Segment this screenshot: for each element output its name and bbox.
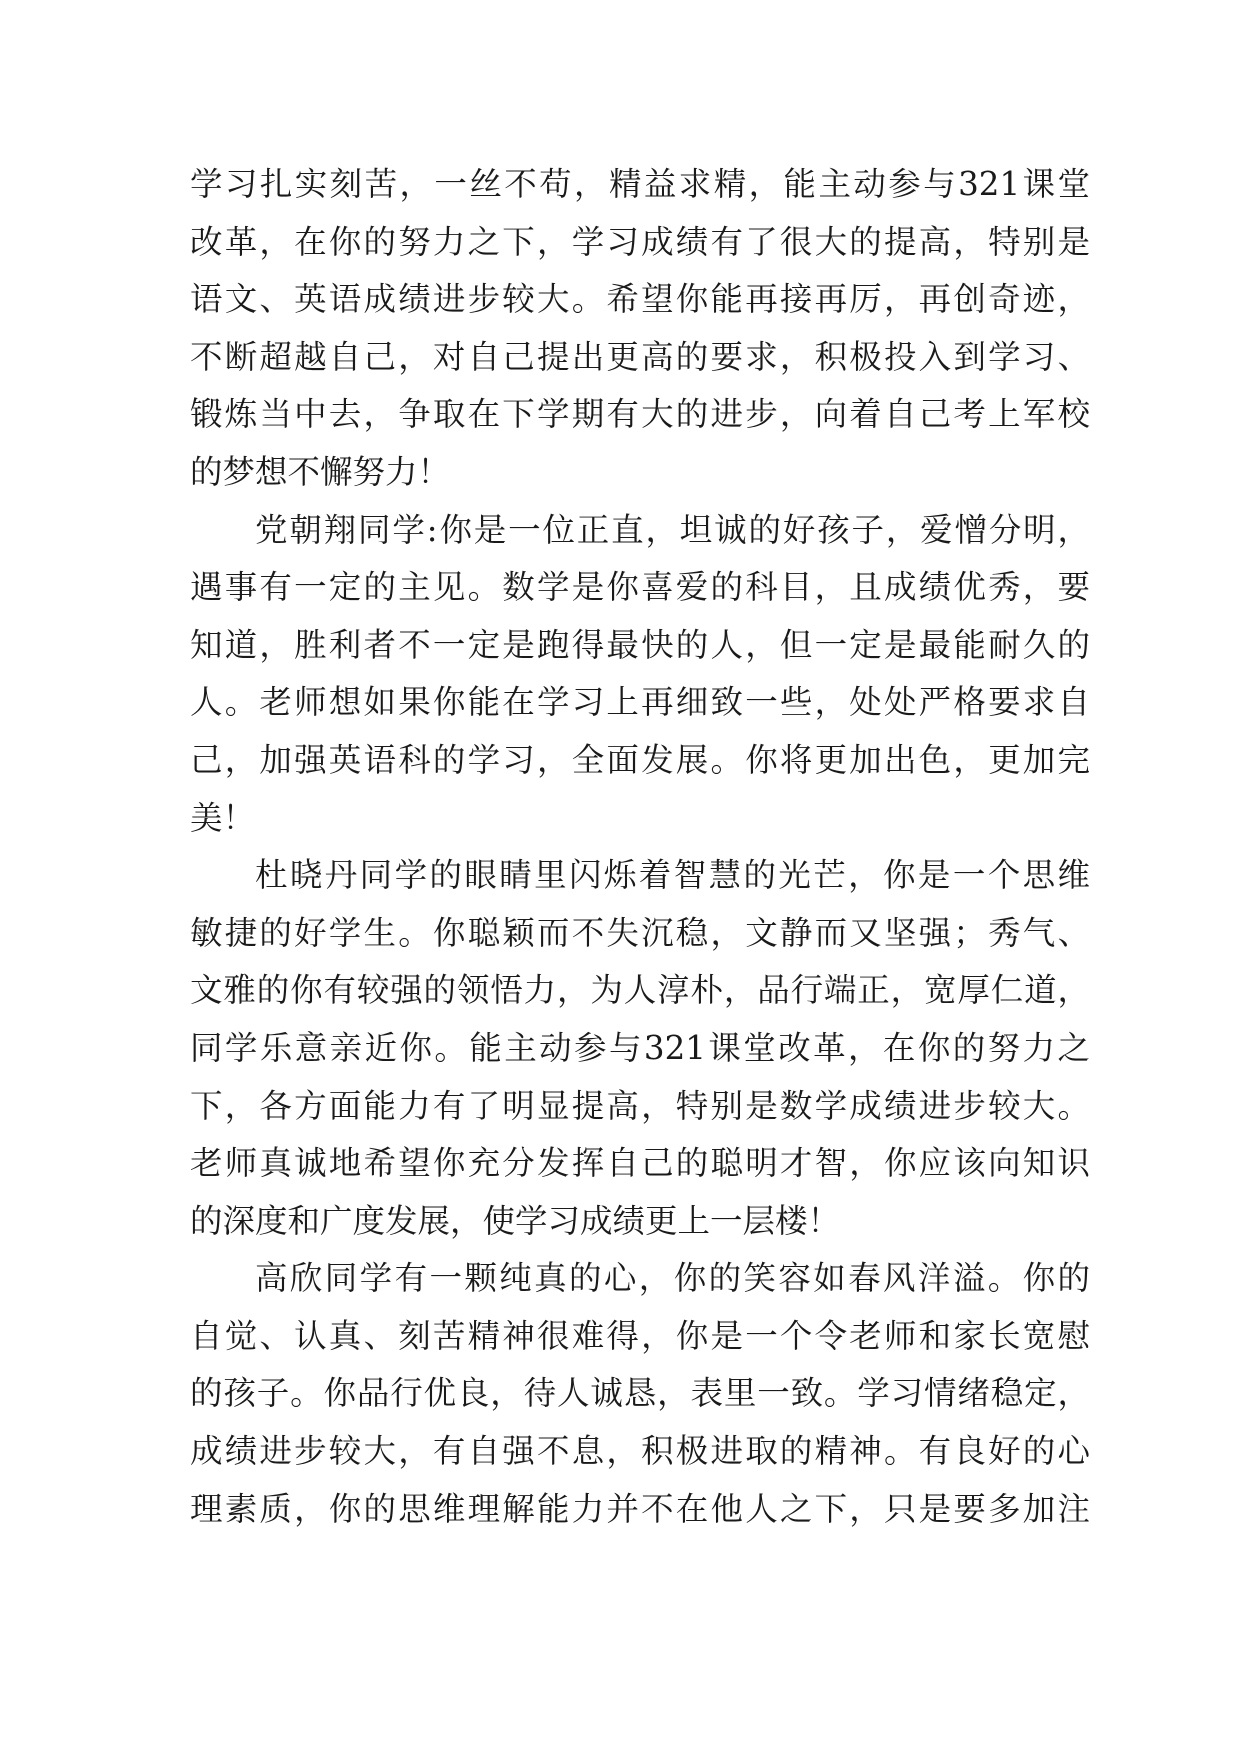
text-line: 的孩子。你品行优良，待人诚恳，表里一致。学习情绪稳定， xyxy=(190,1374,1090,1413)
paragraph-3 xyxy=(190,847,1090,1250)
text-line: 的深度和广度发展，使学习成绩更上一层楼！ xyxy=(190,1201,841,1240)
text-line: 同学乐意亲近你。能主动参与321课堂改革，在你的努力之 xyxy=(190,1028,1090,1067)
text-line: 成绩进步较大，有自强不息，积极进取的精神。有良好的心 xyxy=(190,1432,1090,1471)
text-line: 语文、英语成绩进步较大。希望你能再接再厉，再创奇迹， xyxy=(190,280,1090,319)
text-line: 敏捷的好学生。你聪颖而不失沉稳，文静而又坚强；秀气、 xyxy=(190,913,1090,952)
text-line: 美！ xyxy=(190,798,256,837)
text-line: 遇事有一定的主见。数学是你喜爱的科目，且成绩优秀，要 xyxy=(190,568,1090,607)
document-body xyxy=(190,156,1090,1538)
text-line: 改革，在你的努力之下，学习成绩有了很大的提高，特别是 xyxy=(190,222,1090,261)
paragraph-2 xyxy=(190,502,1090,848)
text-line: 学习扎实刻苦，一丝不苟，精益求精，能主动参与321课堂 xyxy=(190,165,1090,203)
text-line: 己，加强英语科的学习，全面发展。你将更加出色，更加完 xyxy=(190,740,1090,779)
text-line: 自觉、认真、刻苦精神很难得，你是一个令老师和家长宽慰 xyxy=(190,1316,1090,1355)
text-line: 的梦想不懈努力！ xyxy=(190,452,451,491)
paragraph-4 xyxy=(190,1250,1090,1538)
text-line: 理素质，你的思维理解能力并不在他人之下，只是要多加注 xyxy=(190,1489,1090,1528)
text-line: 知道，胜利者不一定是跑得最快的人，但一定是最能耐久的 xyxy=(190,625,1090,664)
text-line: 杜晓丹同学的眼睛里闪烁着智慧的光芒，你是一个思维 xyxy=(255,856,1090,895)
text-line: 人。老师想如果你能在学习上再细致一些，处处严格要求自 xyxy=(190,683,1090,722)
text-line: 不断超越自己，对自己提出更高的要求，积极投入到学习、 xyxy=(190,337,1090,376)
text-line: 文雅的你有较强的领悟力，为人淳朴，品行端正，宽厚仁道， xyxy=(190,971,1090,1010)
text-line: 锻炼当中去，争取在下学期有大的进步，向着自己考上军校 xyxy=(190,395,1090,434)
text-line: 高欣同学有一颗纯真的心，你的笑容如春风洋溢。你的 xyxy=(255,1259,1090,1298)
paragraph-1 xyxy=(190,156,1090,502)
text-line: 老师真诚地希望你充分发挥自己的聪明才智，你应该向知识 xyxy=(190,1144,1090,1183)
text-line: 党朝翔同学:你是一位正直，坦诚的好孩子，爱憎分明， xyxy=(255,510,1090,549)
text-line: 下，各方面能力有了明显提高，特别是数学成绩进步较大。 xyxy=(190,1086,1090,1125)
